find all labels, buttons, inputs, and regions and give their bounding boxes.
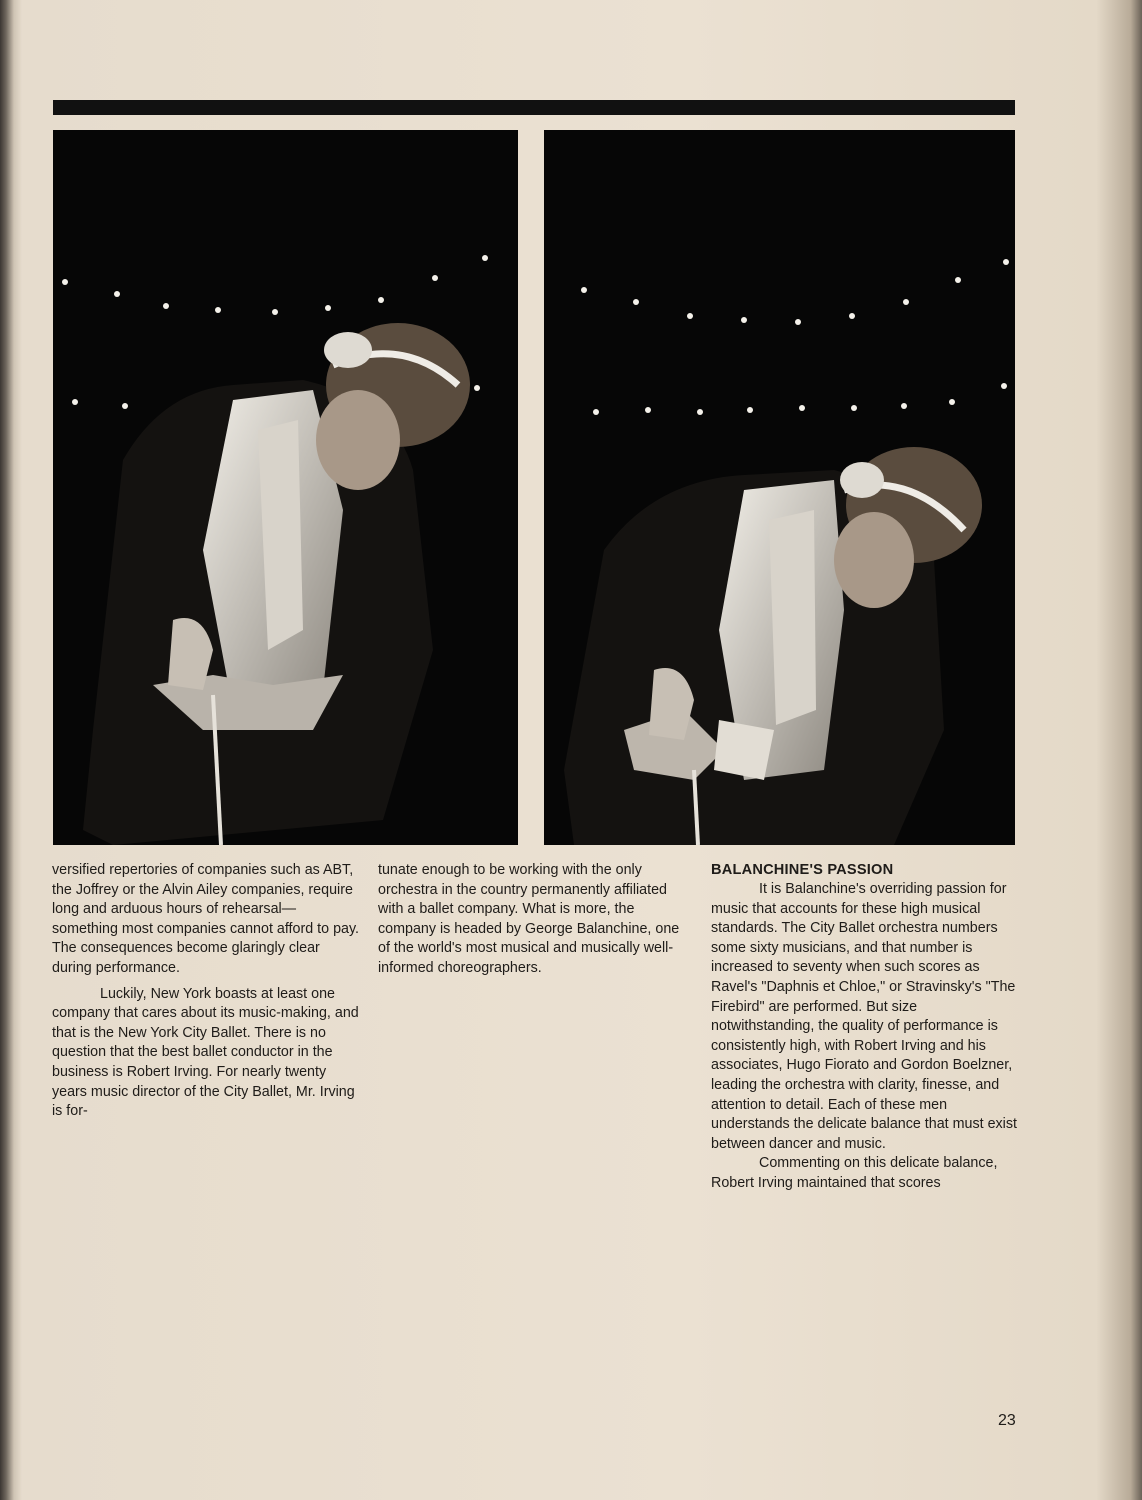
paragraph: It is Balanchine's overriding passion for music that accounts for these high musical standards. The City Ballet orchestra numbers some sixty musicians, and that number is increased to seventy when such scores as Ravel's "Daphnis et Chloe," or Stravinsky's "The Firebird" are performed. But size notwithstanding, the quality of performance is consistently high, with Robert Irving and his associates, Hugo Fiorato and Gordon Boelzner, leading the orchestra with clarity, finesse, and attention to detail. Each of these men understands the delicate balance that must exist between dancer and music. xyxy=(711,881,1017,1152)
photo-conductor-left xyxy=(53,130,518,845)
text-column-3 xyxy=(711,861,1023,1194)
paragraph: versified repertories of companies such as ABT, the Joffrey or the Alvin Ailey companies, require long and arduous hours of rehearsal—something most companies cannot afford to pay. The consequences become glaringly clear during performance. xyxy=(52,862,360,976)
paragraph: Commenting on this delicate balance, Robert Irving maintained that scores xyxy=(711,1155,998,1191)
section-heading: BALANCHINE'S PASSION xyxy=(711,862,894,878)
photo-left-illustration xyxy=(53,130,518,845)
page-number: 23 xyxy=(998,1412,1016,1429)
photo-conductor-right xyxy=(544,130,1015,845)
header-rule xyxy=(53,100,1015,115)
paragraph: tunate enough to be working with the only orchestra in the country permanently affiliated with a ballet company. What is more, the company is headed by George Balanchine, one of the world's most musical and musically well-informed choreographers. xyxy=(378,862,680,976)
photo-right-illustration xyxy=(544,130,1015,845)
text-column-2 xyxy=(378,861,688,979)
text-column-1 xyxy=(52,861,360,1122)
paragraph: Luckily, New York boasts at least one company that cares about its music-making, and that is the New York City Ballet. There is no question that the best ballet conductor in the business is Robert Irving. For nearly twenty years music director of the City Ballet, Mr. Irving is for- xyxy=(52,985,359,1120)
